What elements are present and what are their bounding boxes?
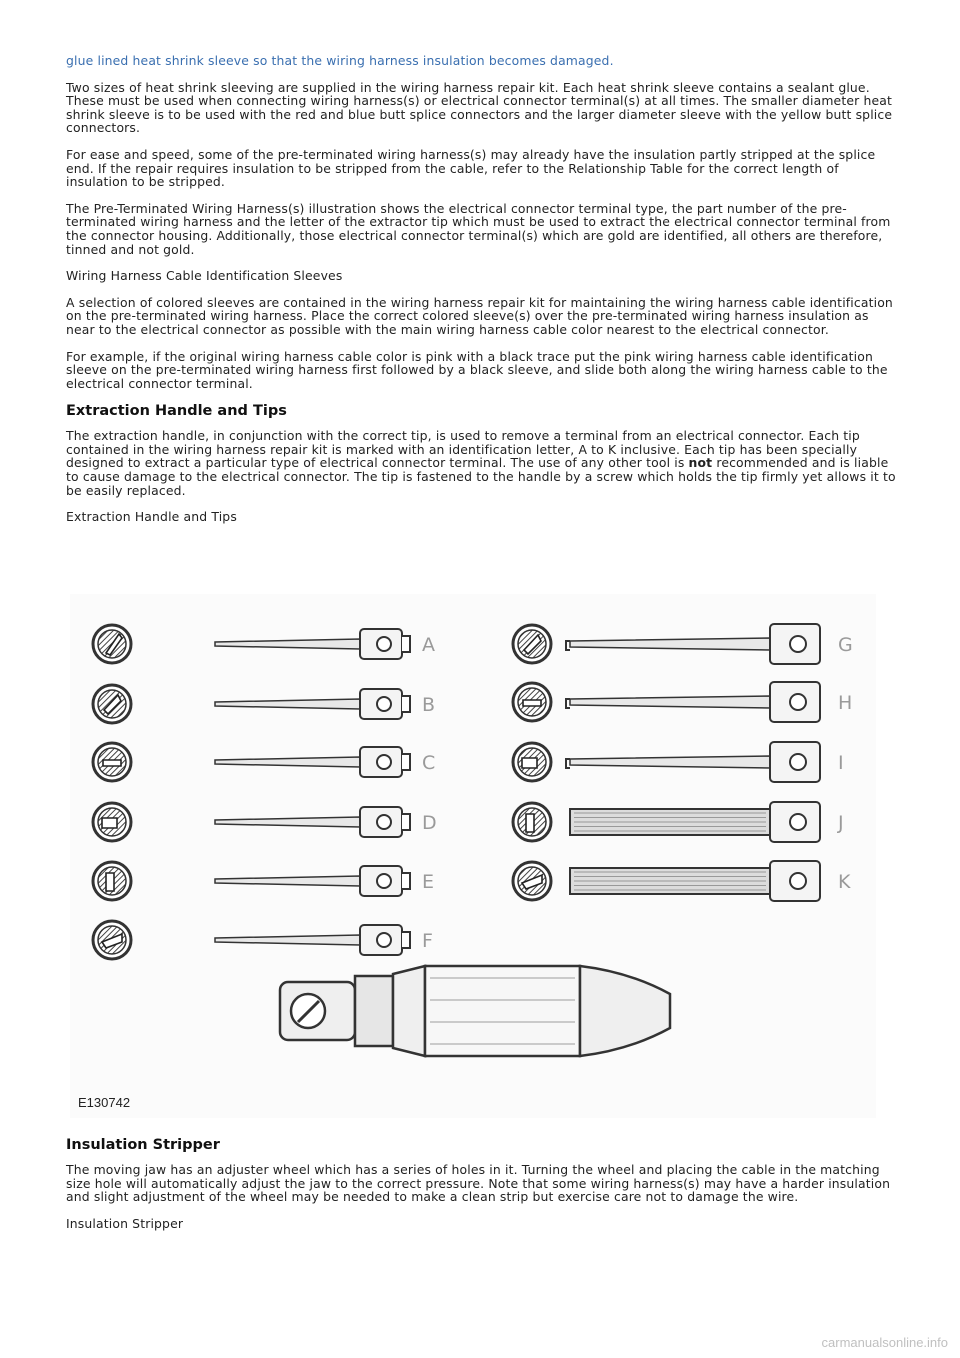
tip-label-g: G xyxy=(838,634,853,656)
end-view-c xyxy=(93,743,131,781)
end-view-f xyxy=(93,921,131,959)
end-view-j xyxy=(513,803,551,841)
extraction-tip-b xyxy=(215,689,435,719)
tip-label-k: K xyxy=(838,871,851,893)
warning-continuation: glue lined heat shrink sleeve so that the wiring harness insulation becomes damaged. xyxy=(66,53,614,68)
extraction-tools-figure xyxy=(70,594,876,1118)
tip-label-c: C xyxy=(422,752,436,774)
heading-extraction: Extraction Handle and Tips xyxy=(66,403,287,420)
end-view-d xyxy=(93,803,131,841)
tools-layer xyxy=(93,624,853,1056)
figure-caption-stripper: Insulation Stripper xyxy=(66,1215,184,1231)
heading-insulation-stripper: Insulation Stripper xyxy=(66,1137,220,1153)
paragraph-extraction xyxy=(66,429,896,497)
extraction-tip-c xyxy=(215,747,435,777)
insulation-stripper-section xyxy=(66,1133,896,1243)
tip-label-h: H xyxy=(838,692,853,714)
tip-label-b: B xyxy=(422,694,436,716)
extraction-tip-a xyxy=(215,629,435,659)
extraction-tip-i xyxy=(566,742,844,782)
subheading-identification-sleeves: Wiring Harness Cable Identification Sleeves xyxy=(66,268,343,284)
paragraph-colored-sleeves: A selection of colored sleeves are contained in the wiring harness repair kit for maintaining the wiring harness cable identification on the pre-terminated wiring harness. Place the correct colored sleeve(s) over the pre-terminated wiring harness insulation as near to the electrical connector as possible with the main wiring harness cable color nearest to the electrical connector. xyxy=(66,294,893,337)
tip-label-i: I xyxy=(838,752,844,774)
document-body xyxy=(66,54,896,537)
extraction-tip-d xyxy=(215,807,437,837)
tip-label-f: F xyxy=(422,930,433,952)
end-view-e xyxy=(93,862,131,900)
tip-label-e: E xyxy=(422,871,435,893)
extraction-tip-f xyxy=(215,925,433,955)
paragraph-heat-shrink: Two sizes of heat shrink sleeving are supplied in the wiring harness repair kit. Each heat shrink sleeve contains a sealant glue. These must be used when connecting wiring harness(s) or electrical connector terminal(s) at all times. The smaller diameter heat shrink sleeve is to be used with the red and blue butt splice connectors and the larger diameter sleeve with the yellow butt splice connectors. xyxy=(66,79,893,136)
watermark: carmanualsonline.info xyxy=(821,1335,948,1350)
end-view-b xyxy=(93,685,131,723)
paragraph-pre-terminated: The Pre-Terminated Wiring Harness(s) illustration shows the electrical connector terminal type, the part number of the pre-terminated wiring harness and the letter of the extractor tip which must be used to extract the electrical connector terminal from the connector housing. Additionally, those electrical connector terminal(s) which are gold are identified, all others are therefore, tinned and not gold. xyxy=(66,200,891,257)
end-view-h xyxy=(513,683,551,721)
tip-label-a: A xyxy=(422,634,435,656)
figure-caption-extraction: Extraction Handle and Tips xyxy=(66,509,237,525)
extraction-tip-k xyxy=(570,861,851,901)
end-view-a xyxy=(93,625,131,663)
extraction-tip-j xyxy=(570,802,844,842)
paragraph-example: For example, if the original wiring harness cable color is pink with a black trace put the pink wiring harness cable identification sleeve on the pre-terminated wiring harness first followed by a black sleeve, and slide both along the wiring harness cable to the electrical connector terminal. xyxy=(66,348,888,391)
end-view-k xyxy=(513,862,551,900)
extraction-text-b: recommended and is liable to cause damage to the electrical connector. The tip is fastened to the handle by a screw which holds the tip firmly yet allows it to be easily replaced. xyxy=(66,455,896,498)
extraction-text-a: The extraction handle, in conjunction with the correct tip, is used to remove a terminal from an electrical connector. Each tip contained in the wiring harness repair kit is marked with an identification letter, A to K inclusive. Each tip has been specially designed to extract a particular type of electrical connector terminal. The use of any other tool is xyxy=(66,428,860,471)
tip-label-j: J xyxy=(838,812,844,834)
extraction-tools-illustration xyxy=(70,594,876,1118)
paragraph-stripper: The moving jaw has an adjuster wheel which has a series of holes in it. Turning the wheel and placing the cable in the matching size hole will automatically adjust the jaw to the correct pressure. Note that some wiring harness(s) may have a harder insulation and slight adjustment of the wheel may be needed to make a clean strip but exercise care not to damage the wire. xyxy=(66,1162,891,1205)
extraction-tip-h xyxy=(566,682,852,722)
paragraph-insulation-stripped: For ease and speed, some of the pre-terminated wiring harness(s) may already have the insulation partly stripped at the splice end. If the repair requires insulation to be stripped from the cable, refer to the Relationship Table for the correct length of insulation to be stripped. xyxy=(66,146,876,190)
tip-label-d: D xyxy=(422,812,437,834)
extraction-emphasis: not xyxy=(688,455,713,471)
end-view-g xyxy=(513,625,551,663)
extraction-tip-e xyxy=(215,866,434,896)
figure-code: E130742 xyxy=(78,1095,131,1110)
extraction-tip-g xyxy=(566,624,853,664)
end-view-i xyxy=(513,743,551,781)
extraction-handle xyxy=(280,966,670,1056)
